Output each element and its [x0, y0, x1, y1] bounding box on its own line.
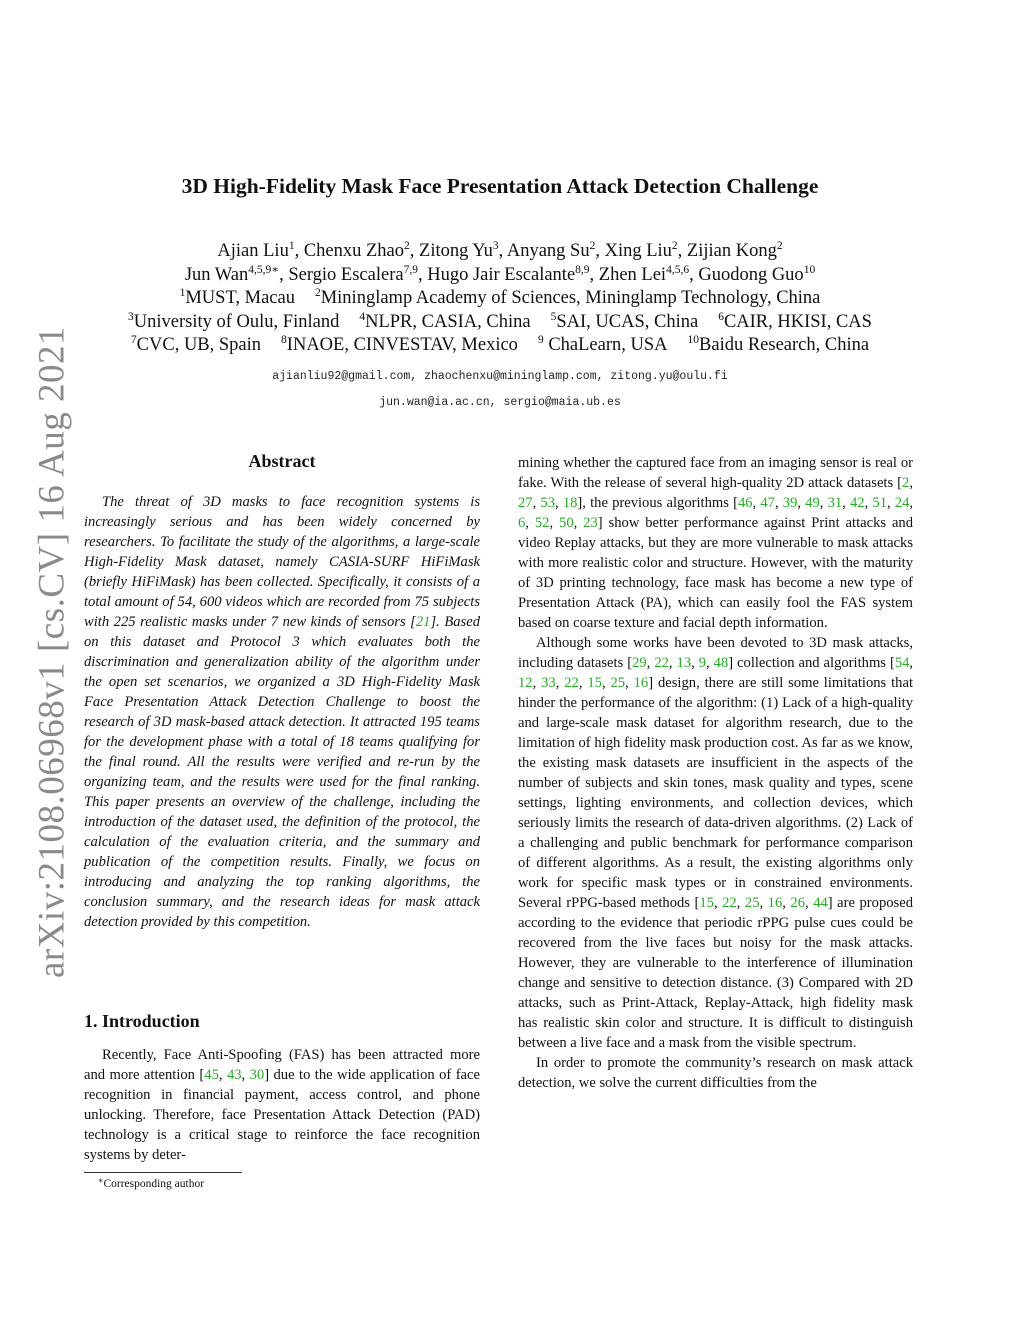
affiliation-number: 6 — [718, 310, 724, 323]
citation-link[interactable]: 18 — [562, 495, 578, 511]
affiliation-name: MUST, Macau — [185, 288, 295, 308]
citation-link[interactable]: 47 — [760, 495, 775, 511]
citation-link[interactable]: 52 — [534, 515, 550, 531]
right-paragraph-1: mining whether the captured face from an imaging sensor is real or fake. With the release of several high-quality 2D attack datasets [2, 27, 53, 18], the previous algorithms [46, 47, 39, 49, 31, 42, 51, 24, 6, 52, 50, 23] show better performance against Print attacks and video Replay attacks, but they are more vulnerable to mask attacks with more realistic color and structure. However, with the maturity of 3D printing technology, face mask has become a new type of Presentation Attack (PA), which can easily fool the FAS system based on coarse texture and facial depth information. — [518, 455, 914, 631]
affiliation-line-3 — [60, 334, 940, 358]
author-affiliation-mark: 2 — [776, 240, 783, 252]
affiliation-name: ChaLearn, USA — [543, 335, 668, 355]
citation-link[interactable]: 48 — [713, 655, 729, 671]
affiliation-number: 8 — [281, 334, 287, 346]
citation-link[interactable]: 49 — [805, 495, 820, 511]
author-name: Guodong Guo — [698, 264, 804, 285]
citation-link[interactable]: 45 — [204, 1067, 219, 1083]
affiliation-number: 1 — [179, 287, 186, 299]
citation-link[interactable]: 22 — [564, 675, 579, 691]
footnote-rule — [84, 1172, 242, 1173]
author-name: Ajian Liu — [217, 241, 289, 261]
affiliation-name: CVC, UB, Spain — [136, 335, 262, 355]
author-affiliation-mark: 8,9 — [575, 263, 590, 276]
introduction-heading: 1. Introduction — [84, 1011, 200, 1031]
citation-link[interactable]: 6 — [518, 515, 526, 531]
right-paragraph-3: In order to promote the community’s research on mask attack detection, we solve the current difficulties from the — [518, 1055, 913, 1091]
email-block — [60, 364, 940, 416]
citation-link[interactable]: 9 — [698, 655, 707, 671]
citation-link[interactable]: 31 — [827, 495, 843, 511]
author-affiliation-mark: 2 — [404, 240, 410, 252]
author-line-2: Jun Wan$^{4,5,9∗}$, Sergio Escalera$^{7,9}$, Hugo Jair Escalante$^{8,9}$, Zhen Lei$^{4,5,6}$, Guodong Guo$^{10}$ — [184, 263, 816, 285]
citation-link[interactable]: 30 — [249, 1067, 265, 1083]
affiliation-name: CAIR, HKISI, CAS — [723, 311, 872, 332]
author-affiliation-mark: 3 — [492, 240, 499, 252]
affiliation-name: Baidu Research, China — [699, 335, 870, 355]
citation-link[interactable]: 16 — [633, 675, 649, 691]
paper-title: 3D High-Fidelity Mask Face Presentation Attack Detection Challenge — [181, 174, 819, 198]
email-line-1: ajianliu92@gmail.com, zhaochenxu@mininglamp.com, zitong.yu@oulu.fi — [272, 370, 728, 383]
introduction-paragraph: Recently, Face Anti-Spoofing (FAS) has been attracted more and more attention [45, 43, 30] due to the wide application of face recognition in financial payment, access control, and phone unlocking. Therefore, face Presentation Attack Detection (PAD) technology is a critical stage to reinforce the face recognition systems by deter- — [84, 1047, 480, 1163]
intro-text-b: ] due to the wide application of face recognition in financial payment, access control, and phone unlocking. Therefore, face Presentation Attack Detection (PAD) technology is a critical stage to reinforce the face recognition systems by deter- — [84, 1067, 480, 1163]
citation-link[interactable]: 51 — [872, 495, 887, 511]
affiliation-name: University of Oulu, Finland — [133, 311, 340, 332]
footnote-text: Corresponding author — [103, 1178, 205, 1190]
citation-link[interactable]: 2 — [902, 475, 910, 491]
email-line-2: jun.wan@ia.ac.cn, sergio@maia.ub.es — [379, 396, 621, 409]
citation-link[interactable]: 22 — [654, 655, 669, 671]
citation-link[interactable]: 42 — [849, 495, 865, 511]
right-paragraph-2: Although some works have been devoted to 3D mask attacks, including datasets [29, 22, 13, 9, 48] collection and algorithms [54, 12, 33, 22, 15, 25, 16] design, there are still some limitations that hinder the performance of the algorithm: (1) Lack of a high-quality and large-scale mask dataset for algorithm research, due to the limitation of high fidelity mask production cost. As far as we know, the existing mask datasets are insufficient in the aspects of the number of subjects and skin tones, mask quality and types, scene settings, lighting environments, and collection devices, which seriously limits the research of data-driven algorithms. (2) Lack of a challenging and public benchmark for performance comparison of different algorithms. As a result, the existing algorithms only work for specific mask types or in constrained environments. Several rPPG-based methods [15, 22, 25, 16, 26, 44] are proposed according to the evidence that periodic rPPG pulse cues could be recovered from the live faces but noisy for the mask attacks. However, they are vulnerable to the interference of illumination change and sensitive to detection distance. (3) Compared with 2D attacks, such as Print-Attack, Replay-Attack, high fidelity mask has realistic skin color and structure. It is difficult to distinguish between a live face and a mask from the visible spectrum. — [518, 635, 914, 1051]
affiliation-number: 3 — [128, 310, 134, 323]
author-name: Xing Liu — [604, 241, 672, 261]
citation-link[interactable]: 39 — [782, 495, 798, 511]
author-name: Zijian Kong — [686, 241, 777, 261]
affiliation-name: INAOE, CINVESTAV, Mexico — [286, 335, 518, 355]
right-column — [518, 453, 913, 1093]
author-affiliation-mark: 7,9 — [403, 263, 418, 276]
affiliation-number: 10 — [687, 334, 700, 346]
citation-link[interactable]: 12 — [518, 675, 533, 691]
author-affiliation-mark: 2 — [589, 240, 596, 252]
author-name: Jun Wan — [184, 264, 249, 285]
author-name: Hugo Jair Escalante — [427, 264, 576, 285]
affiliation-number: 2 — [314, 287, 321, 299]
author-name: Anyang Su — [506, 241, 590, 261]
footnote — [98, 1178, 204, 1190]
author-name: Sergio Escalera — [288, 264, 404, 285]
citation-link[interactable]: 53 — [540, 495, 555, 511]
citation-link[interactable]: 50 — [559, 515, 574, 531]
author-block — [60, 240, 940, 358]
citation-link[interactable]: 25 — [744, 895, 760, 911]
affiliation-name: NLPR, CASIA, China — [365, 311, 531, 332]
affiliation-number: 7 — [130, 334, 137, 346]
abstract-heading: Abstract — [248, 451, 316, 471]
citation-link[interactable]: 54 — [894, 655, 910, 671]
author-line-1: Ajian Liu$^1$, Chenxu Zhao$^2$, Zitong Yu$^3$, Anyang Su$^2$, Xing Liu$^2$, Zijian Kong$^2$ — [217, 240, 783, 261]
citation-link[interactable]: 43 — [226, 1067, 242, 1083]
affiliation-name: Mininglamp Academy of Sciences, Mininglamp Technology, China — [320, 288, 821, 308]
author-name: Chenxu Zhao — [303, 241, 405, 261]
affiliation-number: 4 — [359, 310, 366, 323]
affiliation-line-2 — [60, 311, 940, 335]
author-affiliation-mark: 4,5,9∗ — [248, 263, 280, 276]
citation-link[interactable]: 22 — [722, 895, 737, 911]
citation-link[interactable]: 15 — [699, 895, 714, 911]
abstract-text: The threat of 3D masks to face recognition systems is increasingly serious and has been widely concerned by researchers. To facilitate the study of the algorithms, a large-scale High-Fidelity Mask dataset, namely CASIA-SURF HiFiMask (briefly HiFiMask) has been collected. Specifically, it consists of a total amount of 54, 600 videos which are recorded from 75 subjects with 225 realistic masks under 7 new kinds of sensors [21]. Based on this dataset and Protocol 3 which evaluates both the discrimination and generalization ability of the algorithm under the open set scenarios, we organized a 3D High-Fidelity Mask Face Presentation Attack Detection Challenge to boost the research of 3D mask-based attack detection. It attracted 195 teams for the development phase with a total of 18 teams qualifying for the final round. All the results were verified and re-run by the organizing team, and the results were used for the final ranking. This paper presents an overview of the challenge, including the introduction of the dataset used, the definition of the protocol, the calculation of the evaluation criteria, and the summary and publication of the competition results. Finally, we focus on introducing and analyzing the top ranking algorithms, the conclusion summary, and the research ideas for mask attack detection provided by this competition. — [84, 494, 480, 930]
citation-link[interactable]: 29 — [632, 655, 647, 671]
author-affiliation-mark: 10 — [803, 263, 816, 276]
affiliation-number: 5 — [550, 310, 557, 323]
citation-link[interactable]: 26 — [790, 895, 806, 911]
author-affiliation-mark: 2 — [671, 240, 678, 252]
citation-link[interactable]: 33 — [541, 675, 556, 691]
citation-link[interactable]: 44 — [813, 895, 828, 911]
arxiv-watermark: arXiv:2108.06968v1 [cs.CV] 16 Aug 2021 — [31, 325, 73, 979]
citation-link[interactable]: 25 — [610, 675, 626, 691]
author-name: Zhen Lei — [598, 264, 667, 285]
affiliation-number: 9 — [537, 334, 544, 346]
citation-link[interactable]: 23 — [583, 515, 598, 531]
citation-link[interactable]: 15 — [587, 675, 602, 691]
author-affiliation-mark: 1 — [288, 240, 295, 252]
citation-link[interactable]: 24 — [894, 495, 910, 511]
author-affiliation-mark: 4,5,6 — [666, 263, 690, 276]
affiliation-line-1 — [60, 287, 940, 311]
intro-text-a: Recently, Face Anti-Spoofing (FAS) has been attracted more and more attention [ — [84, 1047, 480, 1083]
author-name: Zitong Yu — [419, 241, 493, 261]
citation-link[interactable]: 16 — [767, 895, 783, 911]
citation-link[interactable]: 13 — [676, 655, 692, 671]
citation-link[interactable]: 27 — [518, 495, 533, 511]
affiliation-name: SAI, UCAS, China — [556, 311, 699, 332]
footnote-mark: ∗ — [98, 1176, 104, 1185]
citation-link[interactable]: 21 — [415, 614, 431, 630]
citation-link[interactable]: 46 — [737, 495, 753, 511]
